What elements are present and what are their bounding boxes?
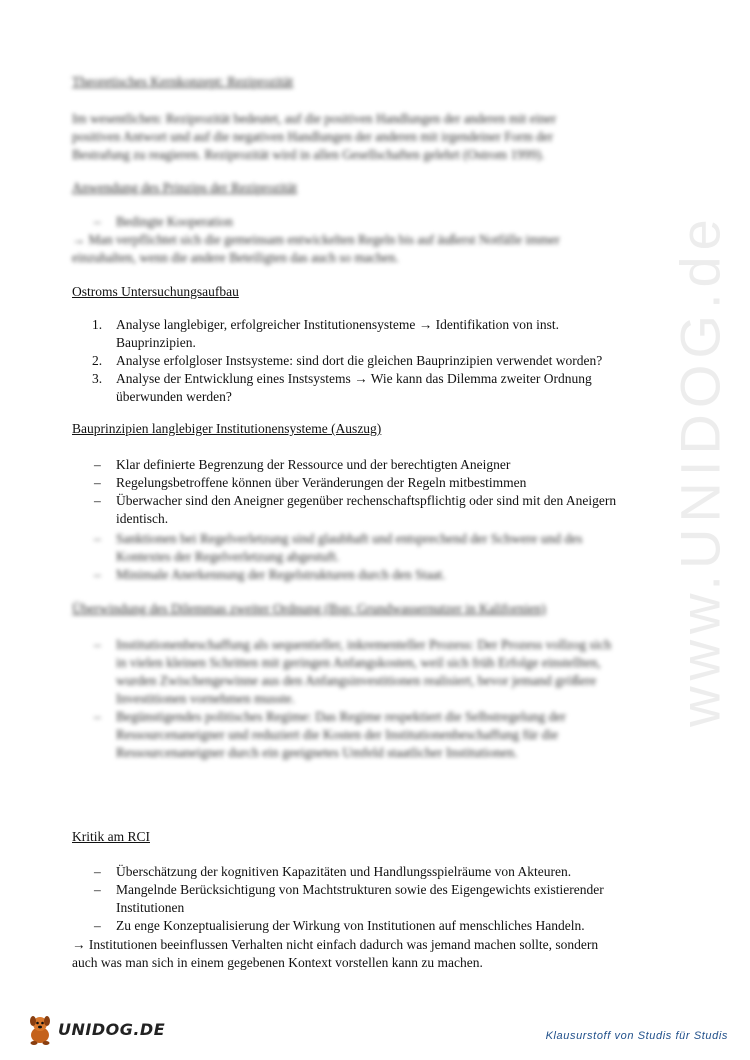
text-line: Analyse der Entwicklung eines Instsystems → Wie kann das Dilemma zweiter Ordnung <box>116 371 592 386</box>
dash-bullet: – <box>94 457 101 472</box>
text-line: Investitionen vornehmen musste. <box>116 691 295 706</box>
dash-bullet: – <box>94 475 101 490</box>
text-line: positiven Antwort und auf die negativen Handlungen der anderen mit irgendeiner Form der <box>72 129 553 144</box>
list-item <box>72 566 682 584</box>
heading-kritik-am-rci: Kritik am RCI <box>72 829 150 844</box>
list-item <box>72 530 682 566</box>
list-item <box>72 474 682 492</box>
text-line: Analyse erfolgloser Instsysteme: sind dort die gleichen Bauprinzipien verwendet worden? <box>116 353 603 368</box>
list-item <box>72 316 682 352</box>
dash-bullet: – <box>94 918 101 933</box>
unidog-logo[interactable] <box>26 1012 165 1046</box>
blurred-bauprinzipien-list <box>72 530 682 584</box>
text-line: einzuhalten, wenn die andere Beteiligten das auch so machen. <box>72 250 399 265</box>
text-line: Ressourcenaneigner durch ein geeignetes Umfeld staatlicher Institutionen. <box>116 745 518 760</box>
text-line: Kontextes der Regelverletzung abgestuft. <box>116 549 340 564</box>
list-item <box>72 492 682 528</box>
dash-bullet: – <box>94 882 101 897</box>
dash-bullet: – <box>94 214 101 229</box>
text-line: Zu enge Konzeptualisierung der Wirkung von Institutionen auf menschliches Handeln. <box>116 918 585 933</box>
footer-slogan: Klausurstoff von Studis für Studis <box>545 1030 728 1042</box>
list-item <box>72 636 682 708</box>
text-line: Analyse langlebiger, erfolgreicher Institutionensysteme → Identifikation von inst. <box>116 317 559 332</box>
dog-icon <box>26 1012 56 1046</box>
dash-bullet: – <box>94 864 101 879</box>
dash-bullet: – <box>94 531 101 546</box>
text-line: Minimale Anerkennung der Regelstrukturen durch den Staat. <box>116 567 446 582</box>
list-item <box>72 370 682 406</box>
text-line: Klar definierte Begrenzung der Ressource und der berechtigten Aneigner <box>116 457 511 472</box>
dash-bullet: – <box>94 709 101 724</box>
text-line: Begünstigendes politisches Regime: Das Regime respektiert die Selbstregelung der <box>116 709 566 724</box>
blurred-heading-anwendung: Anwendung des Prinzips der Reziprozität <box>72 180 297 195</box>
list-item <box>72 917 682 935</box>
logo-text: UNIDOG.DE <box>58 1019 166 1039</box>
list-number: 1. <box>92 317 103 332</box>
text-line: Ressourcenaneigner und reduziert die Kosten der Institutionenbeschaffung für die <box>116 727 559 742</box>
list-item <box>72 352 682 370</box>
text-line: identisch. <box>116 511 169 526</box>
text-line: in vielen kleinen Schritten mit geringen Anfangskosten, weil sich früh Erfolge einstellten, <box>116 655 601 670</box>
text-line: Sanktionen bei Regelverletzung sind glaubhaft und entsprechend der Schwere und des <box>116 531 583 546</box>
text-line: Bauprinzipien. <box>116 335 196 350</box>
blurred-heading-reziprozitaet: Theoretisches Kernkonzept: Reziprozität <box>72 74 294 89</box>
list-item <box>72 881 682 917</box>
kritik-list <box>72 863 682 935</box>
text-line: Überschätzung der kognitiven Kapazitäten und Handlungsspielräume von Akteuren. <box>116 864 572 879</box>
list-item <box>72 213 672 231</box>
heading-ostroms-untersuchungsaufbau: Ostroms Untersuchungsaufbau <box>72 284 239 299</box>
bauprinzipien-list <box>72 456 682 528</box>
blurred-paragraph-anwendung <box>72 213 672 267</box>
list-number: 2. <box>92 353 103 368</box>
list-number: 3. <box>92 371 103 386</box>
blurred-heading-ueberwindung: Überwindung des Dilemmas zweiter Ordnung (Bsp: Grundwassernutzer in Kalifornien) <box>72 601 546 616</box>
text-line: Im wesentlichen: Reziprozität bedeutet, auf die positiven Handlungen der anderen mit einer <box>72 111 557 126</box>
text-line: auch was man sich in einem gegebenen Kontext vorstellen kann zu machen. <box>72 955 483 970</box>
blurred-paragraph-reziprozitaet <box>72 110 672 164</box>
watermark: www.UNIDOG.de <box>668 213 732 727</box>
text-line: Überwacher sind den Aneigner gegenüber rechenschaftspflichtig oder sind mit den Aneigern <box>116 493 617 508</box>
dash-bullet: – <box>94 637 101 652</box>
text-line: Institutionenbeschaffung als sequentieller, inkrementeller Prozess: Der Prozess vollzog sich <box>116 637 612 652</box>
heading-bauprinzipien: Bauprinzipien langlebiger Institutionensysteme (Auszug) <box>72 421 382 436</box>
blurred-ueberwindung-list <box>72 636 682 762</box>
text-line: Mangelnde Berücksichtigung von Machtstrukturen sowie des Eigengewichts existierender <box>116 882 604 897</box>
text-line: Bestrafung zu reagieren. Reziprozität wird in allen Gesellschaften gelehrt (Ostrom 1999). <box>72 147 545 162</box>
list-item <box>72 863 682 881</box>
text-line: Institutionen <box>116 900 185 915</box>
list-item <box>72 456 682 474</box>
text-line: Regelungsbetroffene können über Veränderungen der Regeln mitbestimmen <box>116 475 527 490</box>
list-item-text: Bedingte Kooperation <box>116 214 233 229</box>
ostrom-numbered-list <box>72 316 682 406</box>
text-line: → Institutionen beeinflussen Verhalten nicht einfach dadurch was jemand machen sollte, sondern <box>72 937 599 952</box>
list-item <box>72 708 682 762</box>
kritik-conclusion <box>72 936 692 972</box>
dash-bullet: – <box>94 567 101 582</box>
text-line: → Man verpflichtet sich die gemeinsam entwickelten Regeln bis auf äußerst Notfälle immer <box>72 232 560 247</box>
dash-bullet: – <box>94 493 101 508</box>
text-line: wurden Zwischengewinne aus den Anfangsinvestitionen realisiert, bevor jemand größere <box>116 673 597 688</box>
text-line: überwunden werden? <box>116 389 232 404</box>
